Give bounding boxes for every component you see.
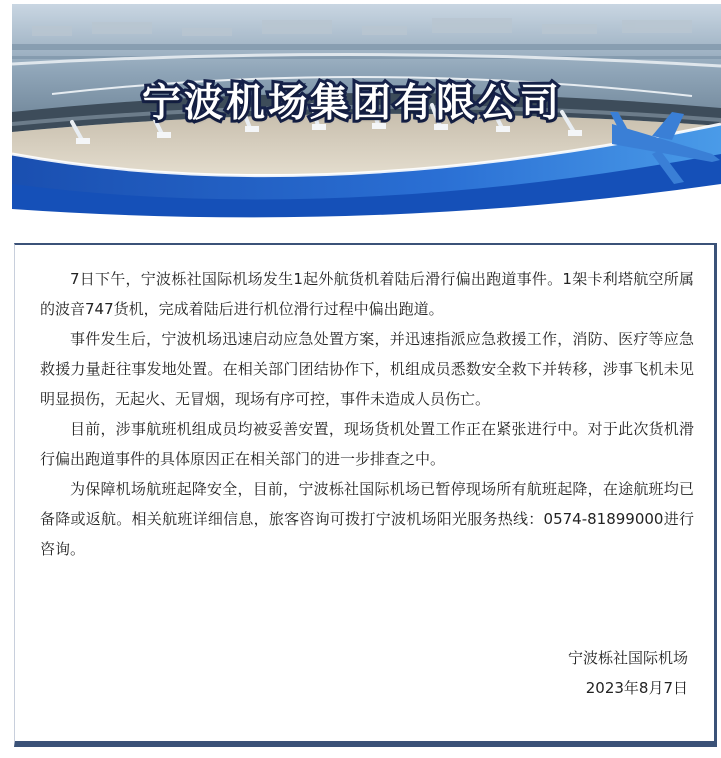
signature-date: 2023年8月7日 [585, 679, 688, 697]
signature-org: 宁波栎社国际机场 [567, 649, 688, 667]
signature-block [568, 643, 688, 703]
company-title: 宁波机场集团有限公司 [142, 81, 563, 126]
notice-paragraph: 目前，涉事航班机组成员均被妥善安置，现场货机处置工作正在紧张进行中。对于此次货机滑行偏出跑道事件的具体原因正在相关部门的进一步排查之中。 [40, 420, 694, 468]
header-banner [12, 4, 721, 230]
notice-card [14, 243, 717, 747]
notice-paragraph: 为保障机场航班起降安全，目前，宁波栎社国际机场已暂停现场所有航班起降，在途航班均已备降或返航。相关航班详细信息，旅客咨询可拨打宁波机场阳光服务热线：0574-81899000进行咨询。 [40, 480, 694, 558]
notice-paragraph: 事件发生后，宁波机场迅速启动应急处置方案，并迅速指派应急救援工作，消防、医疗等应急救援力量赶往事发地处置。在相关部门团结协作下，机组成员悉数安全救下并转移，涉事飞机未见明显损伤，无起火、无冒烟，现场有序可控，事件未造成人员伤亡。 [40, 330, 694, 408]
notice-paragraph: 7日下午，宁波栎社国际机场发生1起外航货机着陆后滑行偏出跑道事件。1架卡利塔航空所属的波音747货机，完成着陆后进行机位滑行过程中偏出跑道。 [40, 270, 694, 318]
notice-body [40, 264, 694, 564]
